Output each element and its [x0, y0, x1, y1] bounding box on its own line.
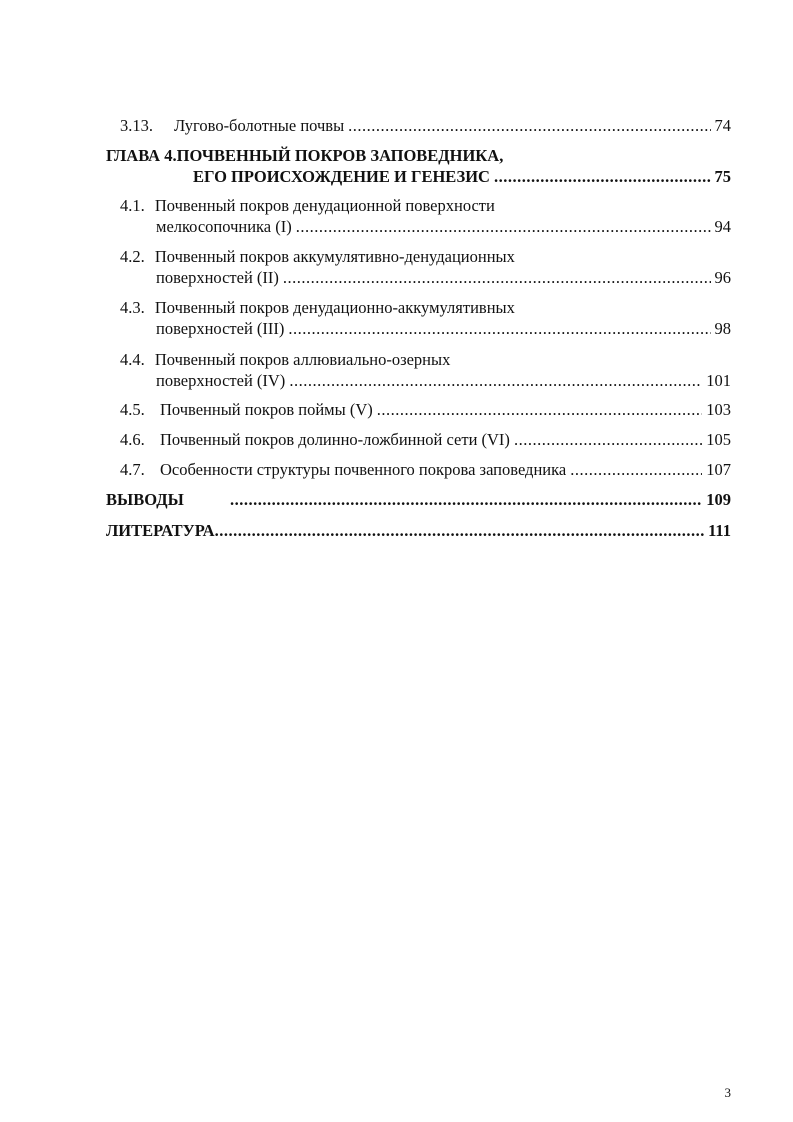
toc-entry-literature [106, 521, 731, 541]
toc-entry-page: 94 [714, 217, 731, 236]
dot-leader [283, 268, 711, 288]
dot-leader [296, 217, 711, 237]
toc-entry-page: 96 [714, 268, 731, 287]
toc-entry-4-1-line1 [120, 196, 495, 216]
toc-entry-4-4-line2 [156, 371, 731, 391]
chapter-4-title-line1: ПОЧВЕННЫЙ ПОКРОВ ЗАПОВЕДНИКА, [176, 146, 504, 165]
dot-leader [348, 116, 710, 136]
toc-entry-4-2-line2 [156, 268, 731, 288]
toc-entry-number: 3.13. [120, 116, 153, 135]
dot-leader [514, 430, 702, 450]
toc-entry-4-3-line1 [120, 298, 515, 318]
toc-entry-number: 4.5. [120, 400, 145, 419]
toc-entry-title: Особенности структуры почвенного покрова заповедника [160, 460, 567, 479]
toc-entry-number: 4.6. [120, 430, 145, 449]
toc-entry-page: 109 [706, 490, 731, 509]
toc-entry-page: 74 [714, 116, 731, 135]
toc-entry-3-13 [120, 116, 731, 136]
dot-leader [377, 400, 703, 420]
toc-entry-4-6 [120, 430, 731, 450]
toc-entry-4-1-line2 [156, 217, 731, 237]
chapter-4-heading-line1 [106, 146, 503, 166]
toc-entry-title: ЛИТЕРАТУРА [106, 521, 215, 540]
toc-entry-title: Почвенный покров поймы (V) [160, 400, 373, 419]
toc-entry-page: 105 [706, 430, 731, 449]
toc-entry-title-line1: Почвенный покров денудационно-аккумулятивных [154, 298, 515, 317]
toc-entry-title-line2: поверхностей (II) [156, 268, 279, 287]
toc-entry-page: 98 [714, 319, 731, 338]
toc-entry-number: 4.7. [120, 460, 145, 479]
dot-leader [494, 167, 711, 187]
toc-entry-title: ВЫВОДЫ [106, 490, 184, 509]
toc-entry-number: 4.4. [120, 350, 145, 369]
chapter-4-label: ГЛАВА 4. [106, 146, 177, 165]
toc-entry-title-line1: Почвенный покров аккумулятивно-денудационных [154, 247, 515, 266]
toc-entry-4-5 [120, 400, 731, 420]
toc-entry-conclusions [106, 490, 731, 510]
chapter-4-page: 75 [714, 167, 731, 186]
chapter-4-heading-line2 [193, 167, 731, 187]
toc-entry-title-line2: мелкосопочника (I) [156, 217, 292, 236]
toc-entry-page: 101 [706, 371, 731, 390]
toc-entry-4-2-line1 [120, 247, 515, 267]
toc-entry-4-7 [120, 460, 731, 480]
toc-entry-page: 107 [706, 460, 731, 479]
dot-leader [215, 521, 704, 541]
dot-leader [289, 371, 702, 391]
toc-entry-number: 4.3. [120, 298, 145, 317]
dot-leader [570, 460, 702, 480]
toc-entry-title-line2: поверхностей (III) [156, 319, 285, 338]
toc-entry-number: 4.1. [120, 196, 145, 215]
dot-leader [230, 490, 702, 510]
toc-entry-title-line1: Почвенный покров аллювиально-озерных [154, 350, 451, 369]
toc-entry-page: 103 [706, 400, 731, 419]
toc-entry-title: Почвенный покров долинно-ложбинной сети (VI) [160, 430, 510, 449]
toc-entry-title-line2: поверхностей (IV) [156, 371, 286, 390]
dot-leader [288, 319, 710, 339]
toc-entry-4-4-line1 [120, 350, 450, 370]
toc-entry-title-line1: Почвенный покров денудационной поверхности [154, 196, 495, 215]
toc-entry-number: 4.2. [120, 247, 145, 266]
toc-entry-4-3-line2 [156, 319, 731, 339]
chapter-4-title-line2: ЕГО ПРОИСХОЖДЕНИЕ И ГЕНЕЗИС [193, 167, 490, 186]
toc-entry-page: 111 [708, 521, 731, 540]
page-number: 3 [724, 1085, 731, 1100]
toc-entry-title: Лугово-болотные почвы [174, 116, 345, 135]
